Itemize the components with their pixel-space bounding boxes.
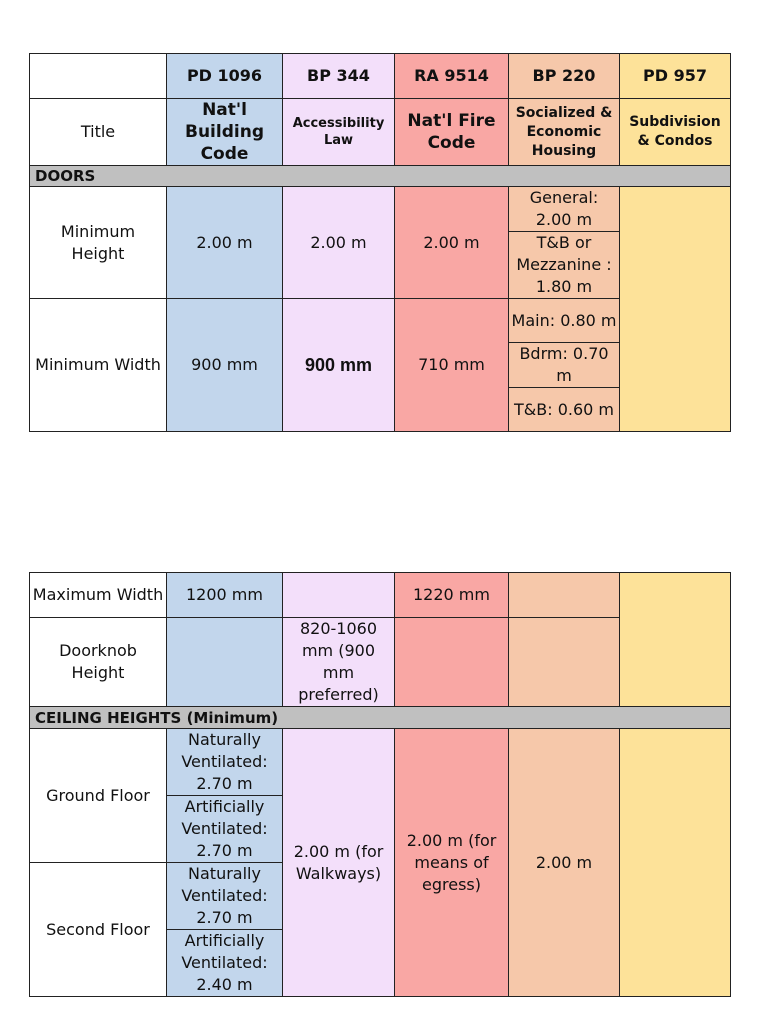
header-bp220: BP 220 [509, 54, 620, 99]
min-width-bp220-bdrm: Bdrm: 0.70 m [509, 343, 620, 388]
ceiling-bp220: 2.00 m [509, 729, 620, 997]
row-max-width [30, 573, 731, 618]
label-min-height: Minimum Height [30, 187, 167, 299]
ceiling-pd957-empty [620, 729, 731, 997]
min-width-bp344: 900 mm [283, 299, 395, 432]
title-ra9514: Nat'l Fire Code [395, 99, 509, 166]
doors2-pd957-empty [620, 573, 731, 707]
label-max-width: Maximum Width [30, 573, 167, 618]
max-width-pd1096: 1200 mm [167, 573, 283, 618]
doorknob-pd1096 [167, 618, 283, 707]
section-row-doors [30, 166, 731, 187]
title-bp344: Accessibility Law [283, 99, 395, 166]
row-min-height [30, 187, 731, 232]
section-title-ceiling: CEILING HEIGHTS (Minimum) [30, 707, 731, 729]
title-row [30, 99, 731, 166]
min-width-ra9514: 710 mm [395, 299, 509, 432]
section-title-doors: DOORS [30, 166, 731, 187]
title-pd957: Subdivision & Condos [620, 99, 731, 166]
min-width-pd1096: 900 mm [167, 299, 283, 432]
min-width-bp220-tb: T&B: 0.60 m [509, 388, 620, 432]
title-pd1096: Nat'l Building Code [167, 99, 283, 166]
max-width-ra9514: 1220 mm [395, 573, 509, 618]
label-second-floor: Second Floor [30, 863, 167, 997]
header-empty-cell [30, 54, 167, 99]
min-height-bp220-tb: T&B or Mezzanine : 1.80 m [509, 232, 620, 299]
ceiling-bp344: 2.00 m (for Walkways) [283, 729, 395, 997]
min-height-pd1096: 2.00 m [167, 187, 283, 299]
min-height-ra9514: 2.00 m [395, 187, 509, 299]
doorknob-ra9514 [395, 618, 509, 707]
header-ra9514: RA 9514 [395, 54, 509, 99]
label-min-width: Minimum Width [30, 299, 167, 432]
header-pd1096: PD 1096 [167, 54, 283, 99]
regulations-table-doors [29, 53, 731, 432]
header-pd957: PD 957 [620, 54, 731, 99]
max-width-bp220 [509, 573, 620, 618]
min-height-bp344: 2.00 m [283, 187, 395, 299]
doorknob-bp344: 820-1060 mm (900 mm preferred) [283, 618, 395, 707]
header-row [30, 54, 731, 99]
ground-floor-pd1096-artificial: Artificially Ventilated: 2.70 m [167, 796, 283, 863]
doorknob-bp220 [509, 618, 620, 707]
label-ground-floor: Ground Floor [30, 729, 167, 863]
min-height-bp220-general: General: 2.00 m [509, 187, 620, 232]
min-width-bp220-main: Main: 0.80 m [509, 299, 620, 343]
second-floor-pd1096-artificial: Artificially Ventilated: 2.40 m [167, 930, 283, 997]
ground-floor-pd1096-natural: Naturally Ventilated: 2.70 m [167, 729, 283, 796]
row-ground-floor-nat [30, 729, 731, 796]
max-width-bp344 [283, 573, 395, 618]
doors-pd957-empty [620, 187, 731, 432]
title-bp220: Socialized & Economic Housing [509, 99, 620, 166]
label-doorknob: Doorknob Height [30, 618, 167, 707]
second-floor-pd1096-natural: Naturally Ventilated: 2.70 m [167, 863, 283, 930]
section-row-ceiling [30, 707, 731, 729]
ceiling-ra9514: 2.00 m (for means of egress) [395, 729, 509, 997]
header-bp344: BP 344 [283, 54, 395, 99]
title-row-label: Title [30, 99, 167, 166]
regulations-table-ceiling [29, 572, 731, 997]
